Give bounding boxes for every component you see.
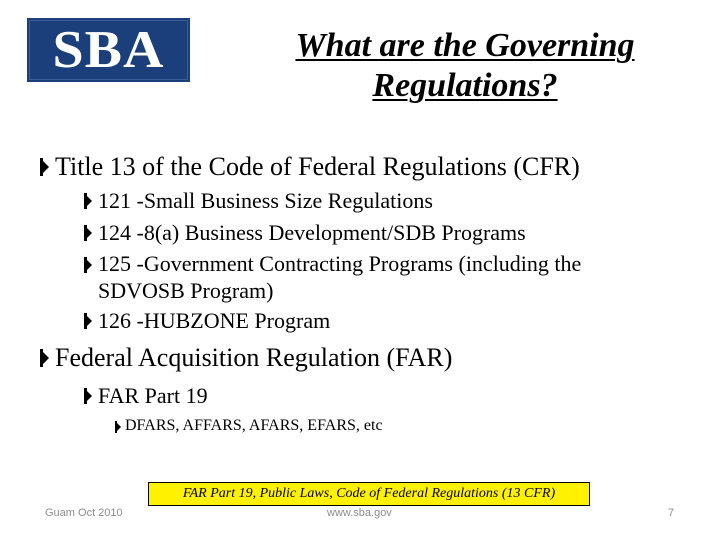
arrow-bullet-icon: [115, 421, 121, 433]
bullet-far: [40, 343, 452, 373]
bullet-cfr-text: Title 13 of the Code of Federal Regulations (CFR): [55, 152, 580, 181]
arrow-bullet-icon: [84, 193, 92, 209]
bullet-cfr-121: [84, 186, 433, 216]
title-line-1: What are the Governing: [295, 27, 635, 64]
slide-title: [230, 26, 700, 106]
bullet-far-supplements-text: DFARS, AFFARS, AFARS, EFARS, etc: [125, 417, 383, 434]
arrow-bullet-icon: [40, 158, 49, 176]
bullet-cfr-125: [84, 250, 668, 304]
arrow-bullet-icon: [84, 257, 92, 273]
bullet-cfr-124: [84, 218, 526, 248]
footer-url: www.sba.gov: [327, 507, 392, 519]
bullet-cfr-125-text: 125 -Government Contracting Programs (including the SDVOSB Program): [98, 251, 582, 303]
bullet-cfr-126: [84, 306, 330, 336]
sba-logo: [27, 18, 190, 82]
bullet-far-text: Federal Acquisition Regulation (FAR): [55, 343, 453, 372]
bullet-far-supplements: [115, 417, 383, 435]
bullet-cfr-126-text: 126 -HUBZONE Program: [98, 308, 331, 333]
bullet-cfr-124-text: 124 -8(a) Business Development/SDB Programs: [98, 220, 526, 245]
bullet-cfr-121-text: 121 -Small Business Size Regulations: [98, 188, 433, 213]
page-number: 7: [668, 507, 675, 519]
arrow-bullet-icon: [40, 349, 49, 367]
bullet-far-part-19: [84, 381, 208, 411]
arrow-bullet-icon: [84, 225, 92, 241]
footer-date: Guam Oct 2010: [45, 507, 123, 519]
bullet-cfr: [40, 152, 580, 182]
highlight-box: [148, 482, 590, 506]
arrow-bullet-icon: [84, 388, 92, 404]
logo-text: SBA: [52, 20, 165, 80]
highlight-text: FAR Part 19, Public Laws, Code of Federal Regulations (13 CFR): [182, 486, 556, 501]
title-line-2: Regulations?: [372, 67, 558, 104]
bullet-far-part-19-text: FAR Part 19: [98, 383, 208, 408]
arrow-bullet-icon: [84, 313, 92, 329]
